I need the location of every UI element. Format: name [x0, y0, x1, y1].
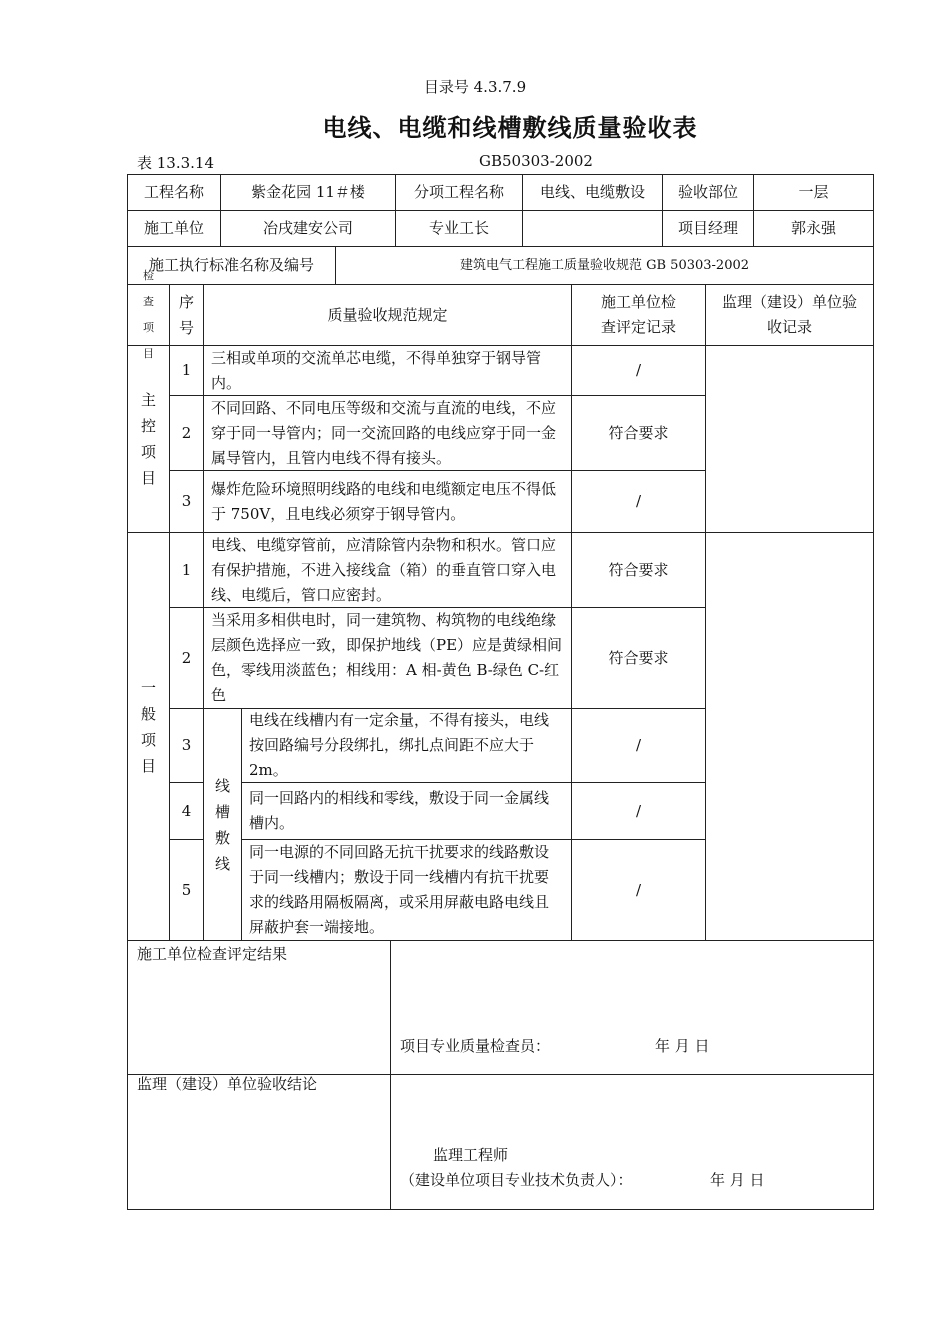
sub-project-label: 分项工程名称: [413, 183, 504, 201]
border-line: [127, 1209, 874, 1210]
general-item-no: 4: [181, 801, 192, 820]
standard-label: 施工执行标准名称及编号: [148, 256, 314, 274]
main-item-no: 1: [181, 361, 192, 379]
main-item-record: /: [635, 492, 642, 510]
construction-unit-label: 施工单位: [143, 219, 204, 237]
col-header-category: 检查项目: [143, 269, 154, 360]
engineer-label: 监理工程师: [433, 1146, 509, 1164]
form-title: 电线、电缆和线槽敷线质量验收表: [322, 113, 698, 142]
general-item-text: 同一回路内的相线和零线，敷设于同一金属线槽内。: [249, 789, 550, 832]
main-item-no: 3: [181, 492, 192, 510]
general-item-no: 2: [181, 648, 192, 667]
general-item-record: /: [635, 880, 642, 899]
main-item-text: 三相或单项的交流单芯电缆，不得单独穿于钢导管内。: [211, 348, 542, 392]
acceptance-part-label: 验收部位: [677, 183, 738, 201]
general-item-no: 1: [181, 560, 192, 579]
standard-value: 建筑电气工程施工质量验收规范 GB 50303-2002: [459, 258, 750, 273]
supervisor-conclusion-label: 监理（建设）单位验收结论: [137, 1075, 318, 1093]
general-item-text: 当采用多相供电时，同一建筑物、构筑物的电线绝缘层颜色选择应一致，即保护地线（PE）应是黄绿相间色，零线用淡蓝色；相线用：A 相-黄色 B-绿色 C-红色: [211, 611, 563, 704]
main-item-text: 爆炸危险环境照明线路的电线和电缆额定电压不得低于 750V，且电线必须穿于钢导管内。: [211, 479, 557, 523]
main-item-text: 不同回路、不同电压等级和交流与直流的电线，不应穿于同一导管内；同一交流回路的电线应穿于同一金属导管内，且管内电线不得有接头。: [211, 398, 557, 467]
general-item-text: 电线、电缆穿管前，应清除管内杂物和积水。管口应有保护措施，不进入接线盒（箱）的垂直管口穿入电线、电缆后，管口应密封。: [211, 535, 557, 604]
border-line: [127, 940, 874, 941]
construction-unit-value: 冶戌建安公司: [262, 219, 353, 237]
general-item-record: /: [635, 736, 642, 754]
engineer-sub-label: （建设单位项目专业技术负责人）：: [400, 1171, 633, 1189]
main-item-record: /: [635, 361, 642, 379]
col-header-contractor-record: 施工单位检查评定记录: [600, 293, 676, 336]
general-item-no: 3: [181, 736, 192, 754]
trunking-sublabel: 线槽敷线: [214, 776, 230, 873]
col-header-spec: 质量验收规范规定: [327, 305, 448, 324]
col-header-seq: 序号: [178, 293, 194, 337]
acceptance-table: [127, 174, 874, 1210]
table-number: 表 13.3.14: [137, 154, 215, 172]
foreman-label: 专业工长: [428, 219, 489, 237]
manager-value: 郭永强: [790, 219, 836, 237]
date-2: 年 月 日: [710, 1171, 765, 1189]
general-item-record: /: [635, 801, 642, 820]
contractor-result-label: 施工单位检查评定结果: [137, 945, 288, 963]
project-name-label: 工程名称: [143, 183, 204, 201]
border-line: [705, 284, 706, 940]
border-line: [873, 174, 874, 1210]
project-name-value: 紫金花园 11＃楼: [251, 183, 365, 201]
sub-project-value: 电线、电缆敷设: [539, 183, 645, 201]
general-item-record: 符合要求: [608, 560, 669, 579]
inspector-label: 项目专业质量检查员：: [400, 1037, 551, 1055]
general-item-text: 同一电源的不同回路无抗干扰要求的线路敷设于同一线槽内；敷设于同一线槽内有抗干扰要求的线路用隔板隔离，或采用屏蔽电路电线且屏蔽护套一端接地。: [249, 843, 550, 936]
general-item-no: 5: [181, 880, 192, 899]
standard-code: GB50303-2002: [479, 152, 593, 170]
col-header-supervisor-record: 监理（建设）单位验收记录: [721, 293, 857, 336]
acceptance-part-value: 一层: [798, 183, 829, 201]
foreman-value: [523, 211, 662, 246]
manager-label: 项目经理: [677, 219, 738, 237]
main-item-record: 符合要求: [608, 423, 669, 442]
main-items-label: 主控项目: [140, 391, 156, 487]
border-line: [390, 940, 391, 1210]
general-item-record: 符合要求: [608, 648, 669, 667]
date-1: 年 月 日: [655, 1037, 710, 1055]
general-items-label: 一般项目: [140, 679, 156, 775]
catalog-number: 目录号 4.3.7.9: [423, 78, 527, 96]
general-item-text: 电线在线槽内有一定余量，不得有接头，电线按回路编号分段绑扎，绑扎点间距不应大于 2m。: [249, 711, 550, 779]
main-item-no: 2: [181, 423, 192, 442]
